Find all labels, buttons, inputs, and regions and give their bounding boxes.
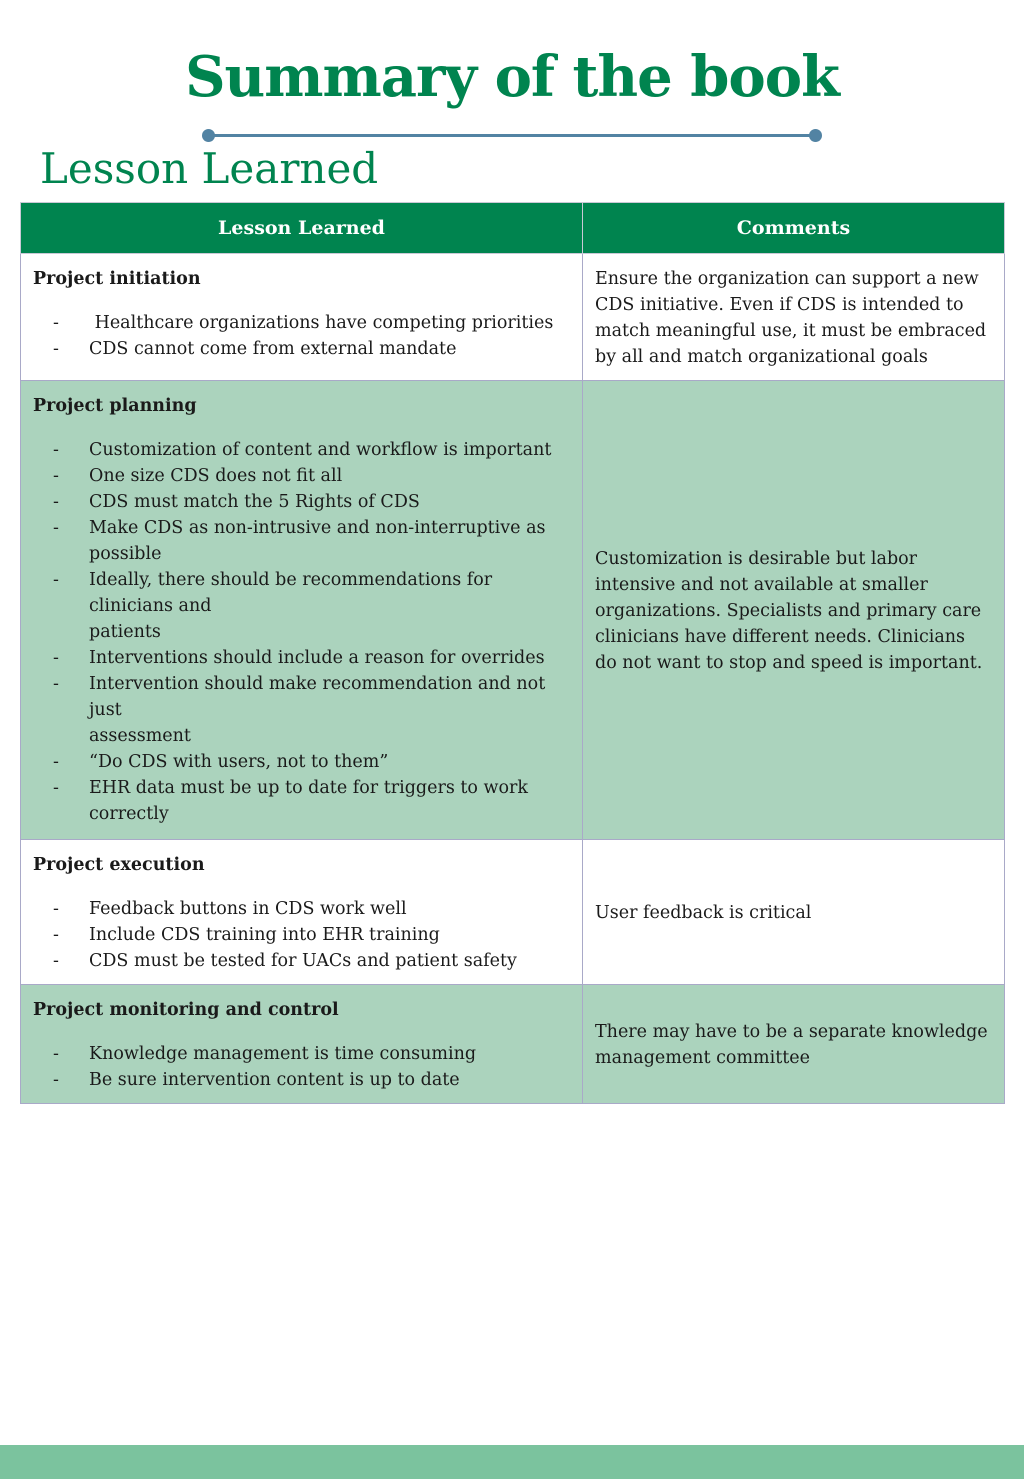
lesson-item: - Interventions should include a reason for overrides [33,645,570,671]
lesson-item: - Knowledge management is time consuming [33,1041,570,1067]
comment-cell [583,840,1005,985]
lesson-item: - CDS must match the 5 Rights of CDS [33,489,570,515]
phase-label: Project planning [33,396,197,416]
phase-label: Project initiation [33,269,201,289]
lesson-cell [21,840,583,985]
lesson-item: - Healthcare organizations have competing priorities [33,310,570,336]
lesson-item: - Make CDS as non-intrusive and non-interruptive as possible [33,515,570,567]
comment-text: Ensure the organization can support a new CDS initiative. Even if CDS is intended to match meaningful use, it must be embraced by all and match organizational goals [595,269,987,367]
header-comments: Comments [583,203,1005,254]
lesson-cell [21,254,583,381]
comment-text: Customization is desirable but labor intensive and not available at smaller organizations. Specialists and primary care clinicians have different needs. Clinicians do not want to stop and speed is important. [595,549,983,673]
lesson-item: - Customization of content and workflow is important [33,437,570,463]
table-row [21,254,1005,381]
comment-cell [583,985,1005,1104]
table-row [21,381,1005,840]
lesson-list [33,310,570,362]
section-title: Lesson Learned [40,144,379,193]
comment-text: User feedback is critical [595,903,812,923]
lesson-item: - CDS must be tested for UACs and patient safety [33,948,570,974]
title-divider [202,128,822,142]
lesson-cell [21,381,583,840]
divider-dot-right [809,129,822,142]
page-title: Summary of the book [185,44,839,110]
phase-label: Project monitoring and control [33,1000,339,1020]
lesson-cell [21,985,583,1104]
lesson-item: - Feedback buttons in CDS work well [33,896,570,922]
lesson-item: - Be sure intervention content is up to date [33,1067,570,1093]
lesson-item: - “Do CDS with users, not to them” [33,749,570,775]
lesson-item: - Intervention should make recommendation and not just assessment [33,671,570,749]
lesson-list [33,896,570,974]
lesson-item: - CDS cannot come from external mandate [33,336,570,362]
divider-dot-left [202,129,215,142]
lesson-item: - One size CDS does not fit all [33,463,570,489]
lesson-list [33,1041,570,1093]
table-row [21,985,1005,1104]
lesson-item: - Ideally, there should be recommendations for clinicians and patients [33,567,570,645]
phase-label: Project execution [33,855,205,875]
lessons-table [20,202,1005,1104]
footer-bar [0,1445,1024,1479]
comment-cell [583,254,1005,381]
lesson-item: - EHR data must be up to date for triggers to work correctly [33,775,570,827]
header-lesson-learned: Lesson Learned [21,203,583,254]
table-header-row [21,203,1005,254]
comment-text: There may have to be a separate knowledge management committee [595,1022,988,1068]
table-row [21,840,1005,985]
lesson-list [33,437,570,827]
comment-cell [583,381,1005,840]
lesson-item: - Include CDS training into EHR training [33,922,570,948]
